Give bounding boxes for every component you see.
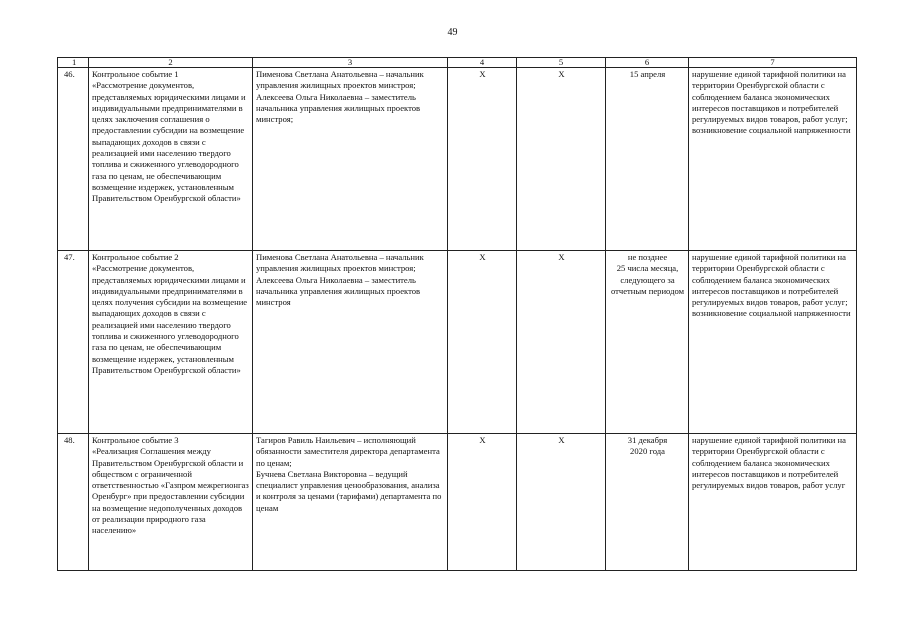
- header-cell: 6: [606, 58, 689, 68]
- responsible-cell: Пименова Светлана Анатольевна – начальник управления жилищных проектов минстроя; Алексеева Ольга Николаевна – заместитель начальника управления жилищных проектов минстроя: [253, 251, 448, 434]
- control-events-table: [57, 57, 857, 571]
- risks-cell: нарушение единой тарифной политики на территории Оренбургской области с соблюдением баланса экономических интересов поставщиков и потребителей регулируемых видов товаров, работ услуг: [689, 434, 857, 571]
- header-cell: 1: [58, 58, 89, 68]
- table-row: [58, 251, 857, 434]
- control-event-cell: Контрольное событие 1 «Рассмотрение документов, представляемых юридическими лицами и индивидуальными предпринимателями в целях заключения соглашения о предоставлении субсидии на возмещение выпадающих доходов в связи с реализацией ими населению твердого топлива и сжиженного углеводородного газа по ценам, не обеспечивающим возмещение издержек, установленным Правительством Оренбургской области»: [89, 68, 253, 251]
- responsible-cell: Тагиров Равиль Наильевич – исполняющий обязанности заместителя директора департамента по ценам; Бучнева Светлана Викторовна – ведущий специалист управления ценообразования, анализа и контроля за ценами (тарифами) департамента по ценам: [253, 434, 448, 571]
- mark-cell: X: [448, 68, 517, 251]
- deadline-cell: 15 апреля: [606, 68, 689, 251]
- row-number: 48.: [58, 434, 89, 571]
- control-event-cell: Контрольное событие 3 «Реализация Соглашения между Правительством Оренбургской области и обществом с ограниченной ответственностью «Газпром межрегионгаз Оренбург» при предоставлении субсидии на возмещение недополученных доходов от реализации природного газа населению»: [89, 434, 253, 571]
- mark-cell: X: [517, 68, 606, 251]
- mark-cell: X: [448, 251, 517, 434]
- page-number: 49: [447, 27, 458, 38]
- header-cell: 5: [517, 58, 606, 68]
- table-row: [58, 434, 857, 571]
- deadline-cell: не позднее 25 числа месяца, следующего за отчетным периодом: [606, 251, 689, 434]
- responsible-cell: Пименова Светлана Анатольевна – начальник управления жилищных проектов минстроя; Алексеева Ольга Николаевна – заместитель начальника управления жилищных проектов минстроя;: [253, 68, 448, 251]
- table-header-row: [58, 58, 857, 68]
- header-cell: 4: [448, 58, 517, 68]
- row-number: 46.: [58, 68, 89, 251]
- header-cell: 3: [253, 58, 448, 68]
- risks-cell: нарушение единой тарифной политики на территории Оренбургской области с соблюдением баланса экономических интересов поставщиков и потребителей регулируемых видов товаров, работ услуг; возникновение социальной напряженности: [689, 251, 857, 434]
- mark-cell: X: [517, 434, 606, 571]
- row-number: 47.: [58, 251, 89, 434]
- mark-cell: X: [448, 434, 517, 571]
- header-cell: 2: [89, 58, 253, 68]
- deadline-cell: 31 декабря 2020 года: [606, 434, 689, 571]
- mark-cell: X: [517, 251, 606, 434]
- header-cell: 7: [689, 58, 857, 68]
- control-event-cell: Контрольное событие 2 «Рассмотрение документов, представляемых юридическими лицами и индивидуальными предпринимателями в целях получения субсидии на возмещение выпадающих доходов в связи с реализацией ими населению твердого топлива и сжиженного углеводородного газа по ценам, не обеспечивающим возмещение издержек, установленным Правительством Оренбургской области»: [89, 251, 253, 434]
- risks-cell: нарушение единой тарифной политики на территории Оренбургской области с соблюдением баланса экономических интересов поставщиков и потребителей регулируемых видов товаров, работ услуг; возникновение социальной напряженности: [689, 68, 857, 251]
- table-row: [58, 68, 857, 251]
